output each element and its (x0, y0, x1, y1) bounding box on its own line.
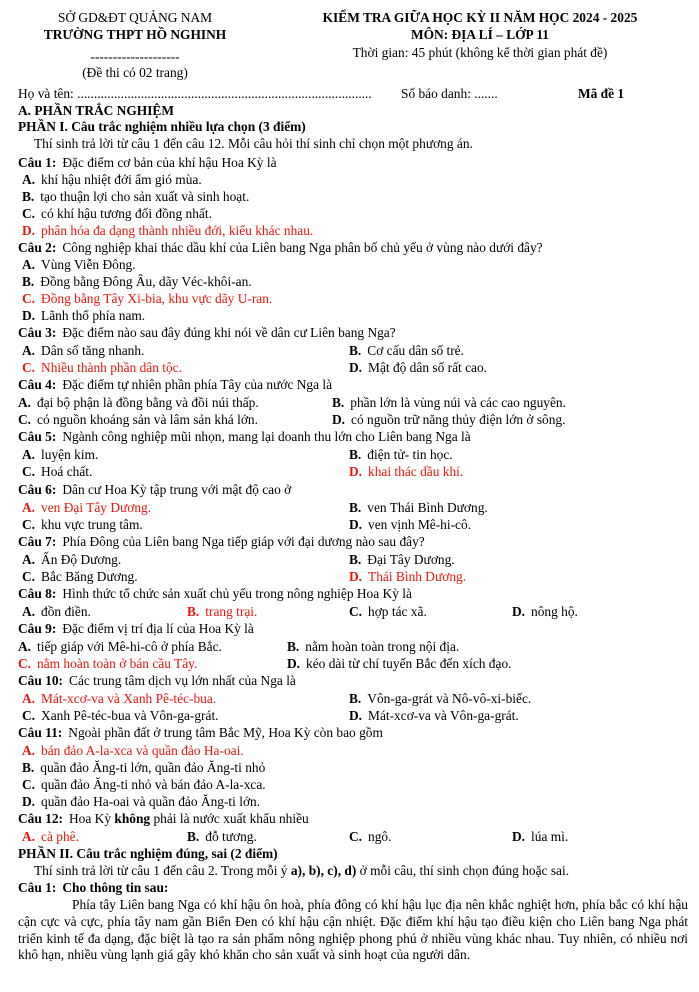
option-letter: D. (349, 569, 363, 584)
question-text: Hình thức tổ chức sản xuất chủ yếu trong nông nghiệp Hoa Kỳ là (62, 586, 412, 601)
option-text: điện tử- tin học. (367, 447, 453, 462)
answer-option[interactable] (349, 500, 488, 516)
option-letter: B. (349, 343, 362, 358)
option-letter: C. (22, 291, 36, 306)
answer-option[interactable] (18, 412, 258, 428)
option-text: ngô. (368, 829, 392, 844)
answer-option[interactable] (18, 639, 222, 655)
question-label: Câu 11: (18, 725, 63, 740)
answer-option[interactable] (22, 708, 219, 724)
option-text: Nhiều thành phần dân tộc. (41, 360, 182, 375)
question-label: Câu 1: (18, 155, 57, 170)
question-stem (18, 325, 687, 341)
option-letter: B. (22, 274, 35, 289)
answer-option[interactable] (22, 464, 92, 480)
answer-option[interactable] (512, 604, 578, 620)
reading-passage (18, 897, 688, 964)
option-letter: B. (22, 760, 35, 775)
question-stem (18, 811, 687, 827)
answer-option[interactable] (287, 656, 511, 672)
option-text: Mật độ dân số rất cao. (368, 360, 488, 375)
time-line: Thời gian: 45 phút (không kể thời gian phát đề) (352, 45, 608, 60)
option-text: nằm hoàn toàn trong nội địa. (305, 639, 460, 654)
answer-option[interactable] (349, 829, 391, 845)
option-text: ven vịnh Mê-hi-cô. (368, 517, 472, 532)
option-letter: C. (22, 708, 36, 723)
option-letter: B. (332, 395, 345, 410)
answer-option[interactable] (22, 360, 182, 376)
option-letter: C. (22, 517, 36, 532)
option-letter: D. (349, 464, 363, 479)
answer-option[interactable] (287, 639, 459, 655)
answer-option[interactable] (22, 274, 252, 290)
answer-option[interactable] (22, 517, 143, 533)
answer-option[interactable] (22, 691, 216, 707)
option-text: quần đảo Ăng-ti lớn, quần đảo Ăng-ti nhỏ (40, 760, 266, 775)
student-id-field[interactable]: Số báo danh: ....... (401, 86, 498, 101)
answer-option[interactable] (22, 257, 136, 273)
pages-note: (Đề thi có 02 trang) (82, 65, 188, 80)
question-label: Câu 4: (18, 377, 57, 392)
option-text: bán đảo A-la-xca và quần đảo Ha-oai. (41, 743, 244, 758)
option-text: Xanh Pê-téc-bua và Vôn-ga-grát. (41, 708, 219, 723)
question-stem (18, 725, 687, 741)
part2-title: PHẦN II. Câu trắc nghiệm đúng, sai (2 điểm) (18, 846, 278, 861)
answer-option[interactable] (18, 395, 259, 411)
answer-option[interactable] (349, 552, 455, 568)
answer-option[interactable] (18, 656, 197, 672)
option-letter: A. (22, 500, 36, 515)
option-text: Mát-xcơ-va và Vôn-ga-grát. (368, 708, 519, 723)
question-stem (18, 586, 687, 602)
answer-option[interactable] (349, 464, 463, 480)
option-text: khai thác dầu khí. (368, 464, 464, 479)
option-text: Vùng Viễn Đông. (41, 257, 136, 272)
option-text: Lãnh thổ phía nam. (41, 308, 146, 323)
option-text: cà phê. (41, 829, 79, 844)
answer-option[interactable] (22, 500, 151, 516)
question-text: Đặc điểm nào sau đây đúng khi nói về dân cư Liên bang Nga? (62, 325, 396, 340)
option-letter: B. (187, 604, 200, 619)
option-letter: C. (22, 777, 36, 792)
option-letter: C. (349, 604, 363, 619)
option-text: khí hậu nhiệt đới ẩm gió mùa. (41, 172, 202, 187)
answer-option[interactable] (22, 291, 272, 307)
option-text: Vôn-ga-grát và Nô-vô-xi-biếc. (367, 691, 532, 706)
question-stem (18, 534, 687, 550)
question-label: Câu 10: (18, 673, 64, 688)
option-text: quần đảo Ăng-ti nhỏ và bán đảo A-la-xca. (41, 777, 266, 792)
option-letter: A. (22, 447, 36, 462)
part2-instructions (34, 863, 687, 879)
option-letter: C. (349, 829, 363, 844)
answer-option[interactable] (349, 360, 487, 376)
answer-option[interactable] (22, 604, 91, 620)
part2-instr-bold: a), b), c), d) (290, 863, 357, 878)
header-dashes: -------------------- (90, 49, 180, 64)
option-text: Hoá chất. (41, 464, 93, 479)
question-stem (18, 673, 687, 689)
answer-option[interactable] (22, 172, 202, 188)
question-stem (18, 621, 687, 637)
question-stem (18, 240, 687, 256)
passage-text: Phía tây Liên bang Nga có khí hậu ôn hoà, phía đông có khí hậu lục địa nên khắc nghiệt hơn, phía bắc có khí hậu cận cực và cực, phía tây nam gần Biển Đen có khí hậu cận nhiệt. Đặc điểm khí hậu tạo điều kiện cho Liên bang Nga phát triển kinh tế đa dạng, đặc biệt là tạo ra sản phẩm nông nghiệp phong phú ở nhiều vùng khác nhau. Tuy nhiên, có nhiều nơi khô hạn, nhiều vùng lạnh giá gây khó khăn cho sản xuất và sinh hoạt của người dân. (18, 897, 688, 963)
exam-code: Mã đề 1 (578, 86, 625, 101)
question-label: Câu 7: (18, 534, 57, 549)
question-stem (18, 155, 687, 171)
option-letter: D. (287, 656, 301, 671)
question-label: Câu 9: (18, 621, 57, 636)
option-text: quần đảo Ha-oai và quần đảo Ăng-ti lớn. (41, 794, 261, 809)
option-text: Bắc Băng Dương. (41, 569, 138, 584)
part1-instructions: Thí sinh trả lời từ câu 1 đến câu 12. Mỗi câu hỏi thí sinh chỉ chọn một phương án. (34, 136, 473, 151)
answer-option[interactable] (22, 794, 260, 810)
answer-option[interactable] (349, 569, 466, 585)
department-name: SỞ GD&ĐT QUẢNG NAM (57, 10, 213, 25)
question-text: Các trung tâm dịch vụ lớn nhất của Nga là (69, 673, 296, 688)
option-text: Mát-xcơ-va và Xanh Pê-téc-bua. (41, 691, 217, 706)
answer-option[interactable] (332, 395, 566, 411)
option-text: trang trại. (205, 604, 258, 619)
answer-option[interactable] (22, 829, 79, 845)
answer-option[interactable] (332, 412, 565, 428)
option-letter: B. (187, 829, 200, 844)
option-text: Đại Tây Dương. (367, 552, 455, 567)
answer-option[interactable] (22, 777, 266, 793)
option-letter: A. (22, 829, 36, 844)
option-text: Thái Bình Dương. (368, 569, 467, 584)
option-letter: C. (18, 412, 32, 427)
question-text-pre: Hoa Kỳ (69, 811, 115, 826)
option-text: phân hóa đa dạng thành nhiều đới, kiểu khác nhau. (41, 223, 314, 238)
subject-line: MÔN: ĐỊA LÍ – LỚP 11 (410, 27, 549, 42)
option-text: Ấn Độ Dương. (41, 552, 122, 567)
question-text: Công nghiệp khai thác dầu khí của Liên bang Nga phân bố chủ yếu ở vùng nào dưới đây? (62, 240, 543, 255)
option-text: khu vực trung tâm. (41, 517, 143, 532)
option-text: đồn điền. (41, 604, 91, 619)
option-letter: D. (512, 604, 526, 619)
option-letter: A. (18, 639, 32, 654)
question-text: Ngoài phần đất ở trung tâm Bắc Mỹ, Hoa Kỳ còn bao gồm (68, 725, 383, 740)
option-letter: C. (22, 569, 36, 584)
answer-option[interactable] (349, 708, 519, 724)
option-letter: D. (349, 708, 363, 723)
option-text: Đồng bằng Đông Âu, dãy Véc-khôi-an. (40, 274, 252, 289)
question-text: Đặc điểm cơ bản của khí hậu Hoa Kỳ là (62, 155, 277, 170)
option-text: có khí hậu tương đối đồng nhất. (41, 206, 212, 221)
answer-option[interactable] (22, 760, 265, 776)
option-text: hợp tác xã. (368, 604, 427, 619)
option-text: nằm hoàn toàn ở bán cầu Tây. (37, 656, 198, 671)
answer-option[interactable] (22, 569, 138, 585)
option-letter: A. (22, 552, 36, 567)
option-letter: A. (22, 172, 36, 187)
question-label: Câu 2: (18, 240, 57, 255)
question-text-post: phải là nước xuất khẩu nhiều (150, 811, 309, 826)
option-text: Dân số tăng nhanh. (41, 343, 145, 358)
question-text: Dân cư Hoa Kỳ tập trung với mật độ cao ở (62, 482, 292, 497)
option-letter: B. (22, 189, 35, 204)
option-letter: A. (22, 343, 36, 358)
question-label: Câu 8: (18, 586, 57, 601)
student-name-field[interactable]: Họ và tên: ........................................................................................ (18, 86, 372, 101)
option-text: tiếp giáp với Mê-hi-cô ở phía Bắc. (37, 639, 222, 654)
option-text: tạo thuận lợi cho sản xuất và sinh hoạt. (40, 189, 250, 204)
answer-option[interactable] (22, 343, 144, 359)
option-letter: B. (349, 500, 362, 515)
answer-option[interactable] (22, 743, 244, 759)
question-text-bold: không (114, 811, 151, 826)
option-text: nông hộ. (531, 604, 578, 619)
answer-option[interactable] (22, 552, 121, 568)
option-letter: A. (22, 604, 36, 619)
option-text: đại bộ phận là đồng bằng và đồi núi thấp. (37, 395, 259, 410)
answer-option[interactable] (512, 829, 568, 845)
answer-option[interactable] (187, 829, 257, 845)
option-letter: D. (349, 360, 363, 375)
question-label: Câu 1: (18, 880, 57, 895)
option-letter: C. (22, 206, 36, 221)
exam-title: KIỂM TRA GIỮA HỌC KỲ II NĂM HỌC 2024 - 2025 (322, 10, 638, 25)
answer-option[interactable] (22, 447, 98, 463)
answer-option[interactable] (349, 604, 427, 620)
option-text: Cơ cấu dân số trẻ. (367, 343, 464, 358)
answer-option[interactable] (349, 343, 464, 359)
option-letter: B. (287, 639, 300, 654)
option-text: ven Thái Bình Dương. (367, 500, 488, 515)
question-label: Câu 12: (18, 811, 64, 826)
question-text: Phía Đông của Liên bang Nga tiếp giáp với đại dương nào sau đây? (62, 534, 425, 549)
option-letter: C. (18, 656, 32, 671)
option-letter: B. (349, 552, 362, 567)
option-letter: A. (22, 691, 36, 706)
part1-title: PHẦN I. Câu trắc nghiệm nhiều lựa chọn (3 điểm) (18, 119, 306, 134)
question-label: Câu 6: (18, 482, 57, 497)
question-text: Cho thông tin sau: (62, 880, 169, 895)
question-text: Đặc điểm vị trí địa lí của Hoa Kỳ là (62, 621, 254, 636)
question-text: Đặc điểm tự nhiên phần phía Tây của nước Nga là (62, 377, 333, 392)
part2-instr-pre: Thí sinh trả lời từ câu 1 đến câu 2. Trong mỗi ý (34, 863, 291, 878)
option-letter: A. (22, 743, 36, 758)
question-text: Ngành công nghiệp mũi nhọn, mang lại doanh thu lớn cho Liên bang Nga là (62, 429, 471, 444)
answer-option[interactable] (22, 223, 313, 239)
question-label: Câu 3: (18, 325, 57, 340)
option-text: lúa mì. (531, 829, 569, 844)
answer-option[interactable] (349, 691, 531, 707)
option-letter: D. (22, 308, 36, 323)
part2-q1-header (18, 880, 687, 896)
option-letter: D. (22, 794, 36, 809)
option-text: luyện kim. (41, 447, 99, 462)
school-name: TRƯỜNG THPT HỒ NGHINH (43, 27, 227, 42)
option-text: Đồng bằng Tây Xi-bia, khu vực dãy U-ran. (41, 291, 273, 306)
question-stem (18, 482, 687, 498)
answer-option[interactable] (349, 517, 471, 533)
option-letter: B. (349, 691, 362, 706)
option-letter: D. (512, 829, 526, 844)
answer-option[interactable] (187, 604, 257, 620)
option-letter: C. (22, 464, 36, 479)
option-text: kéo dài từ chí tuyến Bắc đến xích đạo. (306, 656, 512, 671)
option-text: phần lớn là vùng núi và các cao nguyên. (350, 395, 566, 410)
option-letter: D. (349, 517, 363, 532)
option-letter: D. (22, 223, 36, 238)
option-text: có nguồn khoáng sản và lâm sản khá lớn. (37, 412, 258, 427)
option-text: ven Đại Tây Dương. (41, 500, 152, 515)
answer-option[interactable] (349, 447, 453, 463)
question-label: Câu 5: (18, 429, 57, 444)
option-letter: D. (332, 412, 346, 427)
option-letter: C. (22, 360, 36, 375)
part2-instr-post: ở mỗi câu, thí sinh chọn đúng hoặc sai. (356, 863, 570, 878)
option-text: đỗ tương. (205, 829, 257, 844)
answer-option[interactable] (22, 308, 145, 324)
option-letter: B. (349, 447, 362, 462)
question-stem (18, 429, 687, 445)
question-stem (18, 377, 687, 393)
answer-option[interactable] (22, 206, 212, 222)
answer-option[interactable] (22, 189, 249, 205)
option-text: có nguồn trữ năng thủy điện lớn ở sông. (351, 412, 566, 427)
section-a-title: A. PHẦN TRẮC NGHIỆM (18, 103, 174, 118)
student-info-row (18, 86, 687, 102)
option-letter: A. (22, 257, 36, 272)
option-letter: A. (18, 395, 32, 410)
